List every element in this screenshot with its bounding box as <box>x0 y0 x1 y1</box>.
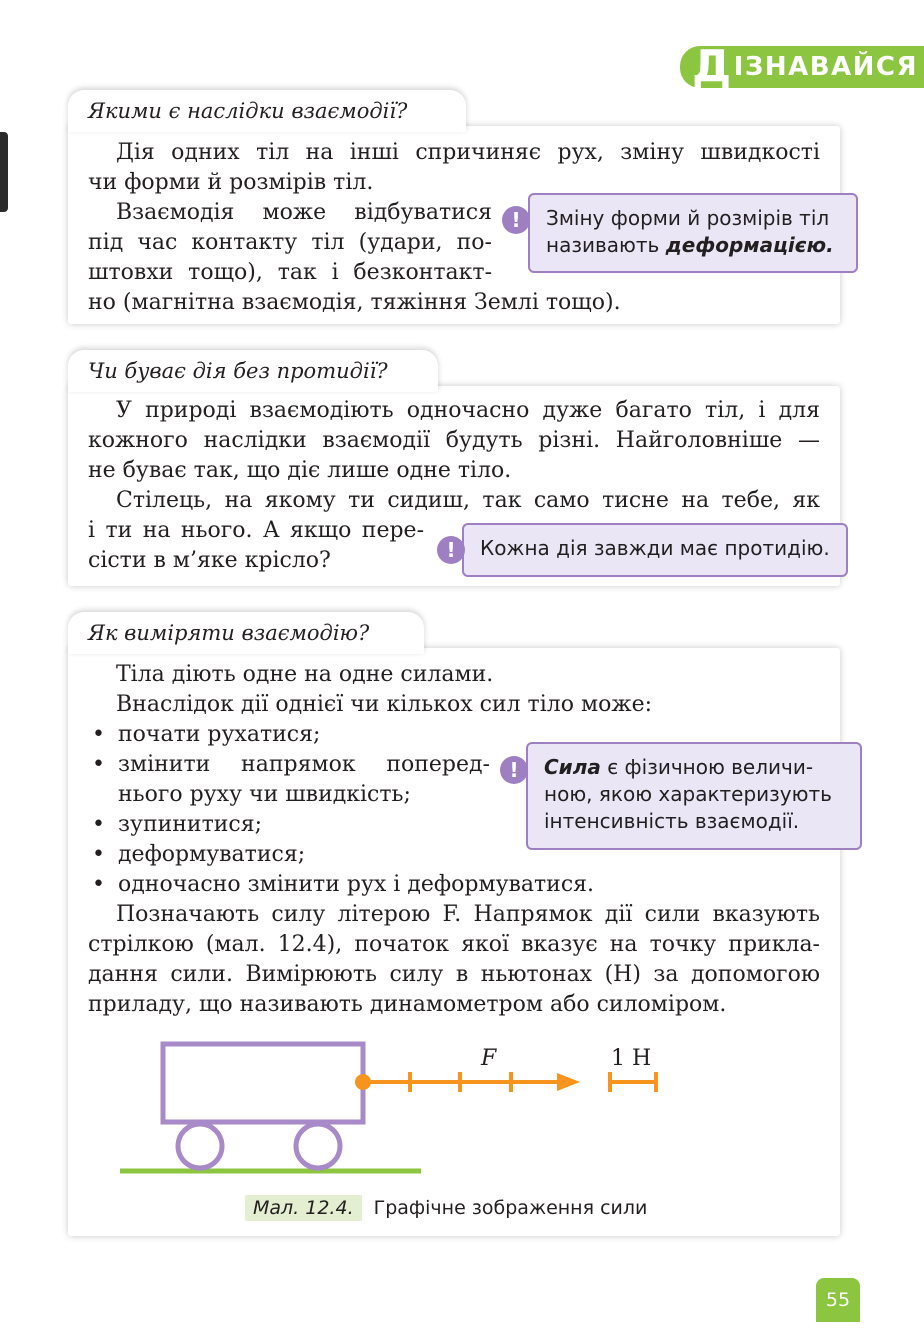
section1-line-1: Дія одних тіл на інші спричиняє рух, зміну швидкості <box>116 140 820 165</box>
figure-caption-label: Мал. 12.4. <box>245 1195 362 1221</box>
section2-exclamation-icon: ! <box>437 536 465 564</box>
section3-para-4: приладу, що називають динамометром або силоміром. <box>88 992 727 1017</box>
section1-line-2: чи форми й розмірів тіл. <box>88 170 374 195</box>
bullet-item-2: змінити напрямок поперед- <box>118 752 490 777</box>
section2-line-4: Стілець, на якому ти сидиш, так само тисне на тебе, як <box>116 488 820 513</box>
header-tag-first-letter: Д <box>692 41 733 92</box>
figure-caption <box>245 1194 647 1222</box>
cart-wheel-right <box>296 1124 340 1168</box>
section1-note-line-2: називають <box>546 233 666 257</box>
section3-note-term: Сила <box>544 755 601 779</box>
bullet-item-2-cont: нього руху чи швидкість; <box>118 782 411 807</box>
bullet-item-1: почати рухатися; <box>118 722 321 747</box>
section2-line-6: сісти в м’яке крісло? <box>88 548 331 573</box>
section3-intro-1: Тіла діють одне на одне силами. <box>116 662 494 687</box>
section2-note <box>462 523 848 577</box>
section3-intro-2: Внаслідок дії однієї чи кількох сил тіло може: <box>116 692 653 717</box>
section1-line-6: но (магнітна взаємодія, тяжіння Землі тощо). <box>88 290 621 315</box>
section3-exclamation-icon: ! <box>500 756 528 784</box>
section3-note-line-2: ною, якою характеризують <box>544 782 832 806</box>
force-application-point <box>355 1074 371 1090</box>
bullet-marker: • <box>92 812 105 837</box>
section3-para-2: стрілкою (мал. 12.4), початок якої вказує на точку прикла- <box>88 932 820 957</box>
bullet-marker: • <box>92 722 105 747</box>
bullet-item-4: деформуватися; <box>118 842 306 867</box>
figure-caption-text: Графічне зображення сили <box>373 1197 648 1219</box>
force-arrowhead-icon <box>557 1073 580 1091</box>
bullet-item-3: зупинитися; <box>118 812 263 837</box>
section3-note-line-3: інтенсивність взаємодії. <box>544 809 800 833</box>
cart-body <box>163 1044 363 1122</box>
section2-line-1: У природі взаємодіють одночасно дуже багато тіл, і для <box>116 398 820 423</box>
section1-line-3: Взаємодія може відбуватися <box>116 200 492 225</box>
section1-note <box>528 193 858 273</box>
section3-note-line-1: є фізичною величи- <box>600 755 814 779</box>
header-tag-rest: ІЗНАВАЙСЯ <box>733 52 919 82</box>
section1-note-term: деформацією. <box>665 233 834 257</box>
section1-note-line-1: Зміну форми й розмірів тіл <box>546 206 830 230</box>
section2-line-3: не буває так, що діє лише одне тіло. <box>88 458 512 483</box>
page-number: 55 <box>816 1278 860 1322</box>
section2-line-5: і ти на нього. А якщо пере- <box>88 518 424 543</box>
section1-exclamation-icon: ! <box>502 206 530 234</box>
cart-wheel-left <box>178 1124 222 1168</box>
scale-label: 1 Н <box>611 1046 652 1071</box>
bullet-marker: • <box>92 842 105 867</box>
section1-line-4: під час контакту тіл (удари, по- <box>88 230 492 255</box>
bullet-marker: • <box>92 872 105 897</box>
section2-line-2: кожного наслідки взаємодії будуть різні. Найголовніше — <box>88 428 820 453</box>
section2-title: Чи буває дія без протидії? <box>68 350 438 392</box>
section3-para-3: дання сили. Вимірюють силу в ньютонах (Н) за допомогою <box>88 962 820 987</box>
section3-para-1: Позначають силу літерою F. Напрямок дії сили вказують <box>116 902 820 927</box>
bullet-marker: • <box>92 752 105 777</box>
section2-note-text: Кожна дія завжди має протидію. <box>480 536 830 560</box>
section1-title: Якими є наслідки взаємодії? <box>68 90 466 132</box>
force-label: F <box>481 1046 497 1071</box>
section1-line-5: штовхи тощо), так і безконтакт- <box>88 260 492 285</box>
bullet-item-5: одночасно змінити рух і деформуватися. <box>118 872 595 897</box>
section3-note <box>526 742 862 850</box>
section3-title: Як виміряти взаємодію? <box>68 612 424 654</box>
